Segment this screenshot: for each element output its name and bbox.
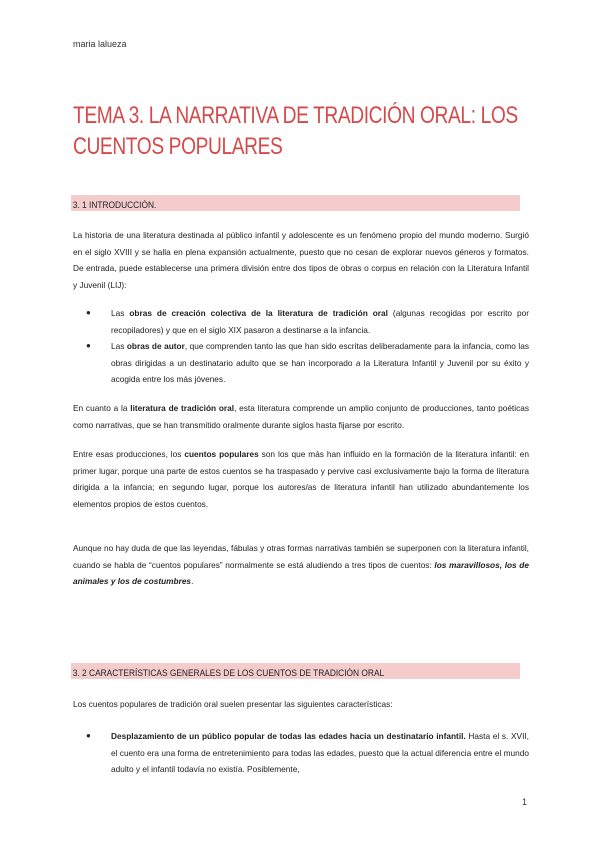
- intro-paragraph: La historia de una literatura destinada al público infantil y adolescente es un fenómeno propio del mundo moderno. Surgió en el siglo XVIII y se halla en plena expansión actualmente, puesto que no cesan de explorar nuevos géneros y formatos. De entrada, puede establecerse una primera división entre dos tipos de obras o corpus en relación con la Literatura Infantil y Juvenil (LIJ):: [73, 230, 529, 290]
- page-title: TEMA 3. LA NARRATIVA DE TRADICIÓN ORAL: LOS CUENTOS POPULARES: [73, 102, 518, 160]
- list-item: ● Las obras de autor, que comprenden tanto las que han sido escritas deliberadamente para la infancia, como las obras dirigidas a un destinatario adulto que se han incorporado a la Literatura Infantil y Juvenil por su éxito y acogida entre los más jóvenes.: [73, 338, 529, 388]
- bullet-icon: ●: [86, 731, 91, 740]
- characteristics-list: [73, 728, 529, 778]
- author-name: maria lalueza: [73, 39, 127, 49]
- list-item: ● Las obras de creación colectiva de la literatura de tradición oral (algunas recogidas por escrito por recopiladores) y que en el siglo XIX pasaron a destinarse a la infancia.: [73, 305, 529, 338]
- bullet-icon: ●: [86, 341, 91, 350]
- characteristics-intro: Los cuentos populares de tradición oral suelen presentar las siguientes características:: [73, 699, 393, 709]
- oral-tradition-paragraph: En cuanto a la literatura de tradición oral, esta literatura comprende un amplio conjunto de producciones, tanto poéticas como narrativas, que se han transmitido oralmente durante siglos hasta fijarse por escrito.: [73, 403, 529, 430]
- popular-tales-paragraph: Entre esas producciones, los cuentos populares son los que más han influido en la formación de la literatura infantil: en primer lugar, porque una parte de estos cuentos se ha traspasado y pervive casi exclusivamente bajo la forma de literatura dirigida a la infancia; en segundo lugar, porque los autores/as de literatura infantil han utilizado abundantemente los elementos propios de estos cuentos.: [73, 449, 529, 509]
- section-heading-2: [71, 663, 520, 679]
- bullet-icon: ●: [86, 308, 91, 317]
- section-heading-2-text: 3. 2 CARACTERÍSTICAS GENERALES DE LOS CUENTOS DE TRADICIÓN ORAL: [72, 668, 385, 679]
- corpus-list: [73, 305, 529, 388]
- page-number: 1: [522, 797, 528, 807]
- list-item: ● Desplazamiento de un público popular de todas las edades hacia un destinatario infantil. Hasta el s. XVII, el cuento era una forma de entretenimiento para todas las edades, puesto que la actual diferencia entre el mundo adulto y el infantil todavía no existía. Posiblemente,: [73, 728, 529, 778]
- section-heading-1-text: 3. 1 INTRODUCCIÓN.: [72, 200, 157, 211]
- tale-types-paragraph: Aunque no hay duda de que las leyendas, fábulas y otras formas narrativas también se superponen con la literatura infantil, cuando se habla de “cuentos populares” normalmente se está aludiendo a tres tipos de cuentos: los maravillosos, los de animales y los de costumbres.: [73, 543, 529, 586]
- section-heading-1: [71, 195, 520, 211]
